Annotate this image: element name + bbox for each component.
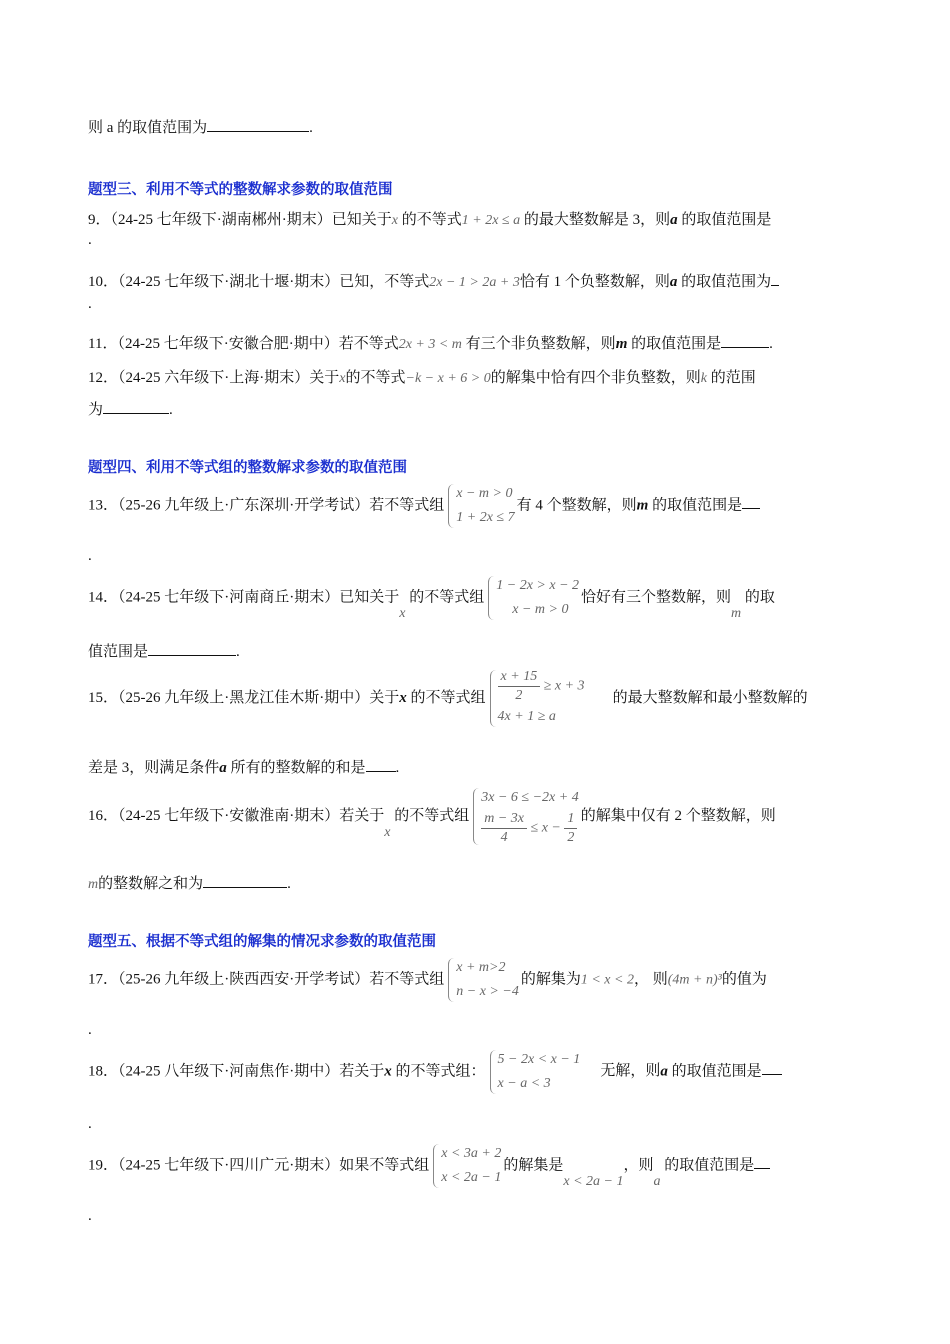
question-15: 15．（25-26 九年级上·黑龙江佳木斯·期中）关于x 的不等式组 $\frac{x + 15}{2}$ ≥ x + 3 4x + 1 ≥ a 的最大整数解和最小整数解的 (88, 668, 862, 729)
question-14-line2: 值范围是 . (88, 640, 862, 661)
question-10: 10．（24-25 七年级下·湖北十堰·期末）已知，不等式2x − 1 > 2a + 3恰有 1 个负整数解，则a 的取值范围为 (88, 270, 862, 291)
answer-blank[interactable] (771, 271, 779, 286)
question-16: 16．（24-25 七年级下·安徽淮南·期末）若关于x 的不等式组 3x − 6 ≤ −2x + 4 $\frac{m - 3x}{4}$ ≤ x − $\frac{1}{2}$ 的解集中仅有 2 个整数解，则 (88, 786, 862, 847)
question-15-line2: 差是 3，则满足条件a 所有的整数解的和是 . (88, 756, 862, 777)
q13-end: . (88, 548, 92, 564)
q10-end: . (88, 296, 92, 312)
question-18: 18．（24-25 八年级下·河南焦作·期中）若关于x 的不等式组： 5 − 2x < x − 1 x − a < 3 无解，则a 的取值范围是 (88, 1048, 862, 1096)
question-12-line2: 为 . (88, 398, 862, 419)
question-19: 19．（24-25 七年级下·四川广元·期末）如果不等式组 x < 3a + 2 x < 2a − 1 的解集是x < 2a − 1，则a 的取值范围是 (88, 1142, 862, 1190)
answer-blank[interactable] (203, 873, 287, 888)
inequality-system: 1 − 2x > x − 2 x − m > 0 (486, 574, 579, 622)
answer-blank[interactable] (366, 757, 396, 772)
inequality-system: 5 − 2x < x − 1 x − a < 3 (488, 1048, 581, 1096)
section-heading-4: 题型四、利用不等式组的整数解求参数的取值范围 (88, 460, 407, 476)
answer-blank[interactable] (103, 399, 169, 414)
question-13: 13．（25-26 九年级上·广东深圳·开学考试）若不等式组 x − m > 0 1 + 2x ≤ 7 有 4 个整数解，则m 的取值范围是 (88, 482, 862, 530)
inequality-system: x − m > 0 1 + 2x ≤ 7 (446, 482, 514, 530)
answer-blank[interactable] (721, 333, 769, 348)
answer-blank[interactable] (207, 117, 309, 132)
inequality-system: $\frac{x + 15}{2}$ ≥ x + 3 4x + 1 ≥ a (488, 668, 585, 729)
question-16-line2: m的整数解之和为 . (88, 872, 862, 893)
q17-end: . (88, 1022, 92, 1038)
q19-end: . (88, 1208, 92, 1224)
inequality-system: x < 3a + 2 x < 2a − 1 (431, 1142, 501, 1190)
q18-end: . (88, 1116, 92, 1132)
question-17: 17．（25-26 九年级上·陕西西安·开学考试）若不等式组 x + m>2 n − x > −4 的解集为1 < x < 2， 则(4m + n)³的值为 (88, 956, 862, 1004)
section-heading-3: 题型三、利用不等式的整数解求参数的取值范围 (88, 182, 393, 198)
question-12: 12．（24-25 六年级下·上海·期末）关于x的不等式−k − x + 6 > 0的解集中恰有四个非负整数，则k 的范围 (88, 370, 756, 386)
question-9: 9．（24-25 七年级下·湖南郴州·期末）已知关于x 的不等式1 + 2x ≤ a 的最大整数解是 3，则a 的取值范围是 (88, 212, 772, 228)
answer-blank[interactable] (762, 1060, 782, 1075)
inequality-system: 3x − 6 ≤ −2x + 4 $\frac{m - 3x}{4}$ ≤ x − $\frac{1}{2}$ (471, 786, 578, 847)
question-11: 11．（24-25 七年级下·安徽合肥·期中）若不等式2x + 3 < m 有三个非负整数解，则m 的取值范围是 . (88, 332, 862, 353)
question-14: 14．（24-25 七年级下·河南商丘·期末）已知关于x 的不等式组 1 − 2x > x − 2 x − m > 0 恰好有三个整数解，则m 的取 (88, 574, 862, 622)
q9-end: . (88, 232, 92, 248)
section-heading-5: 题型五、根据不等式组的解集的情况求参数的取值范围 (88, 934, 436, 950)
inequality-system: x + m>2 n − x > −4 (446, 956, 519, 1004)
answer-blank[interactable] (742, 494, 760, 509)
intro-line: 则 a 的取值范围为 . (88, 116, 862, 137)
answer-blank[interactable] (754, 1154, 770, 1169)
answer-blank[interactable] (148, 641, 236, 656)
